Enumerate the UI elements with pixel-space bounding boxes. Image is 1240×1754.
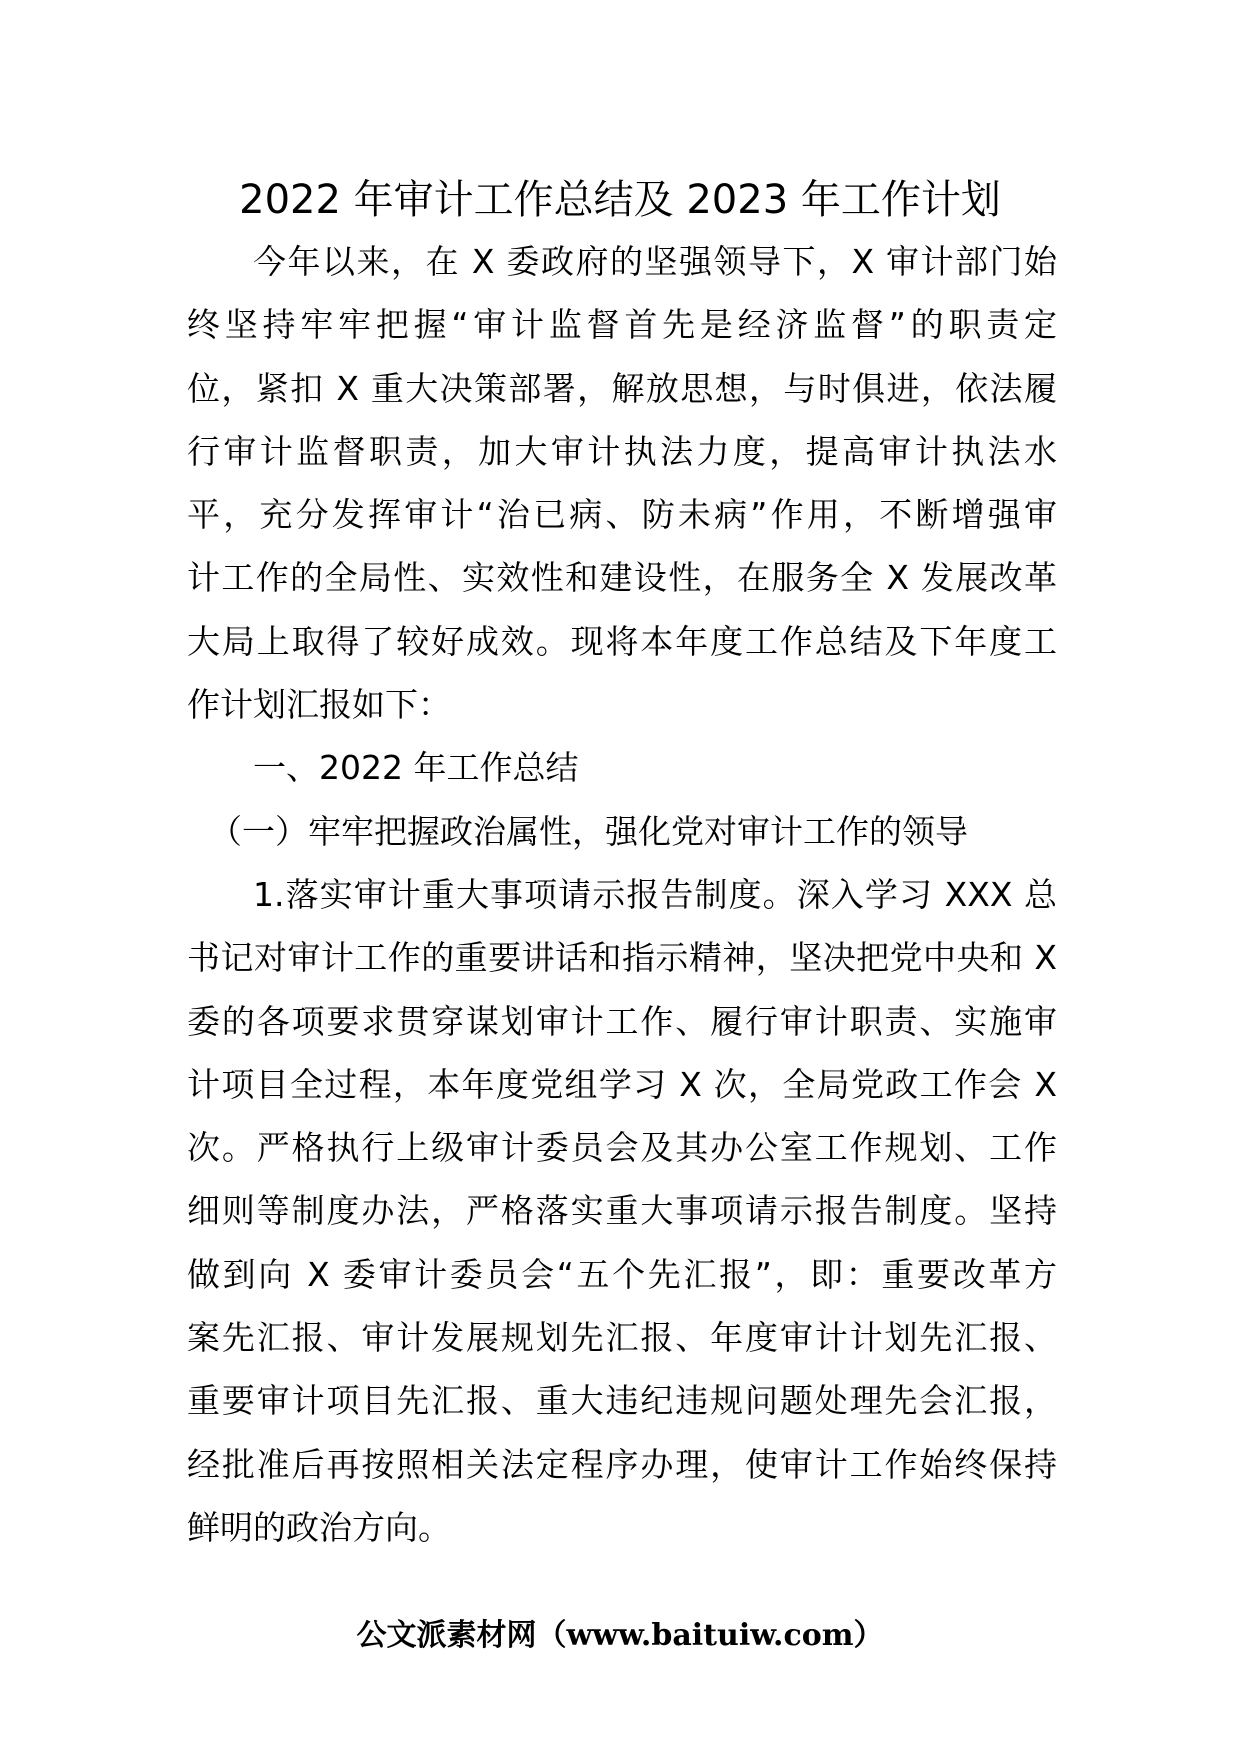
- paragraph-line: 计项目全过程，本年度党组学习 X 次，全局党政工作会 X: [187, 1064, 1057, 1104]
- footer-watermark: 公文派素材网（www.baituiw.com）: [356, 1618, 884, 1653]
- document-body: [187, 230, 1057, 1559]
- paragraph-line: 书记对审计工作的重要讲话和指示精神，坚决把党中央和 X: [187, 938, 1057, 978]
- paragraph-line: 作计划汇报如下：: [187, 685, 451, 725]
- paragraph-line: 行审计监督职责，加大审计执法力度，提高审计执法水: [187, 431, 1057, 471]
- subsection-heading: （一）牢牢把握政治属性，强化党对审计工作的领导: [209, 811, 968, 851]
- paragraph-line: 今年以来，在 X 委政府的坚强领导下，X 审计部门始: [253, 242, 1057, 281]
- paragraph-line: 计工作的全局性、实效性和建设性，在服务全 X 发展改革: [187, 558, 1057, 598]
- paragraph-line: 经批准后再按照相关法定程序办理，使审计工作始终保持: [187, 1444, 1057, 1484]
- document-title: 2022 年审计工作总结及 2023 年工作计划: [239, 177, 1001, 223]
- paragraph-line: 做到向 X 委审计委员会“五个先汇报”，即：重要改革方: [187, 1254, 1057, 1294]
- paragraph-line: 1.落实审计重大事项请示报告制度。深入学习 XXX 总: [253, 874, 1057, 914]
- paragraph-line: 位，紧扣 X 重大决策部署，解放思想，与时俱进，依法履: [187, 368, 1057, 408]
- paragraph-line: 次。严格执行上级审计委员会及其办公室工作规划、工作: [187, 1128, 1057, 1168]
- paragraph-line: 终坚持牢牢把握“审计监督首先是经济监督”的职责定: [187, 305, 1057, 345]
- paragraph-line: 平，充分发挥审计“治已病、防未病”作用，不断增强审: [187, 495, 1057, 535]
- paragraph-line: 鲜明的政治方向。: [187, 1507, 451, 1547]
- paragraph-line: 案先汇报、审计发展规划先汇报、年度审计计划先汇报、: [187, 1318, 1057, 1358]
- paragraph-line: 重要审计项目先汇报、重大违纪违规问题处理先会汇报，: [187, 1381, 1057, 1421]
- paragraph-line: 大局上取得了较好成效。现将本年度工作总结及下年度工: [187, 621, 1057, 661]
- section-heading: 一、2022 年工作总结: [253, 748, 579, 788]
- paragraph-line: 委的各项要求贯穿谋划审计工作、履行审计职责、实施审: [187, 1001, 1057, 1041]
- paragraph-line: 细则等制度办法，严格落实重大事项请示报告制度。坚持: [187, 1191, 1057, 1231]
